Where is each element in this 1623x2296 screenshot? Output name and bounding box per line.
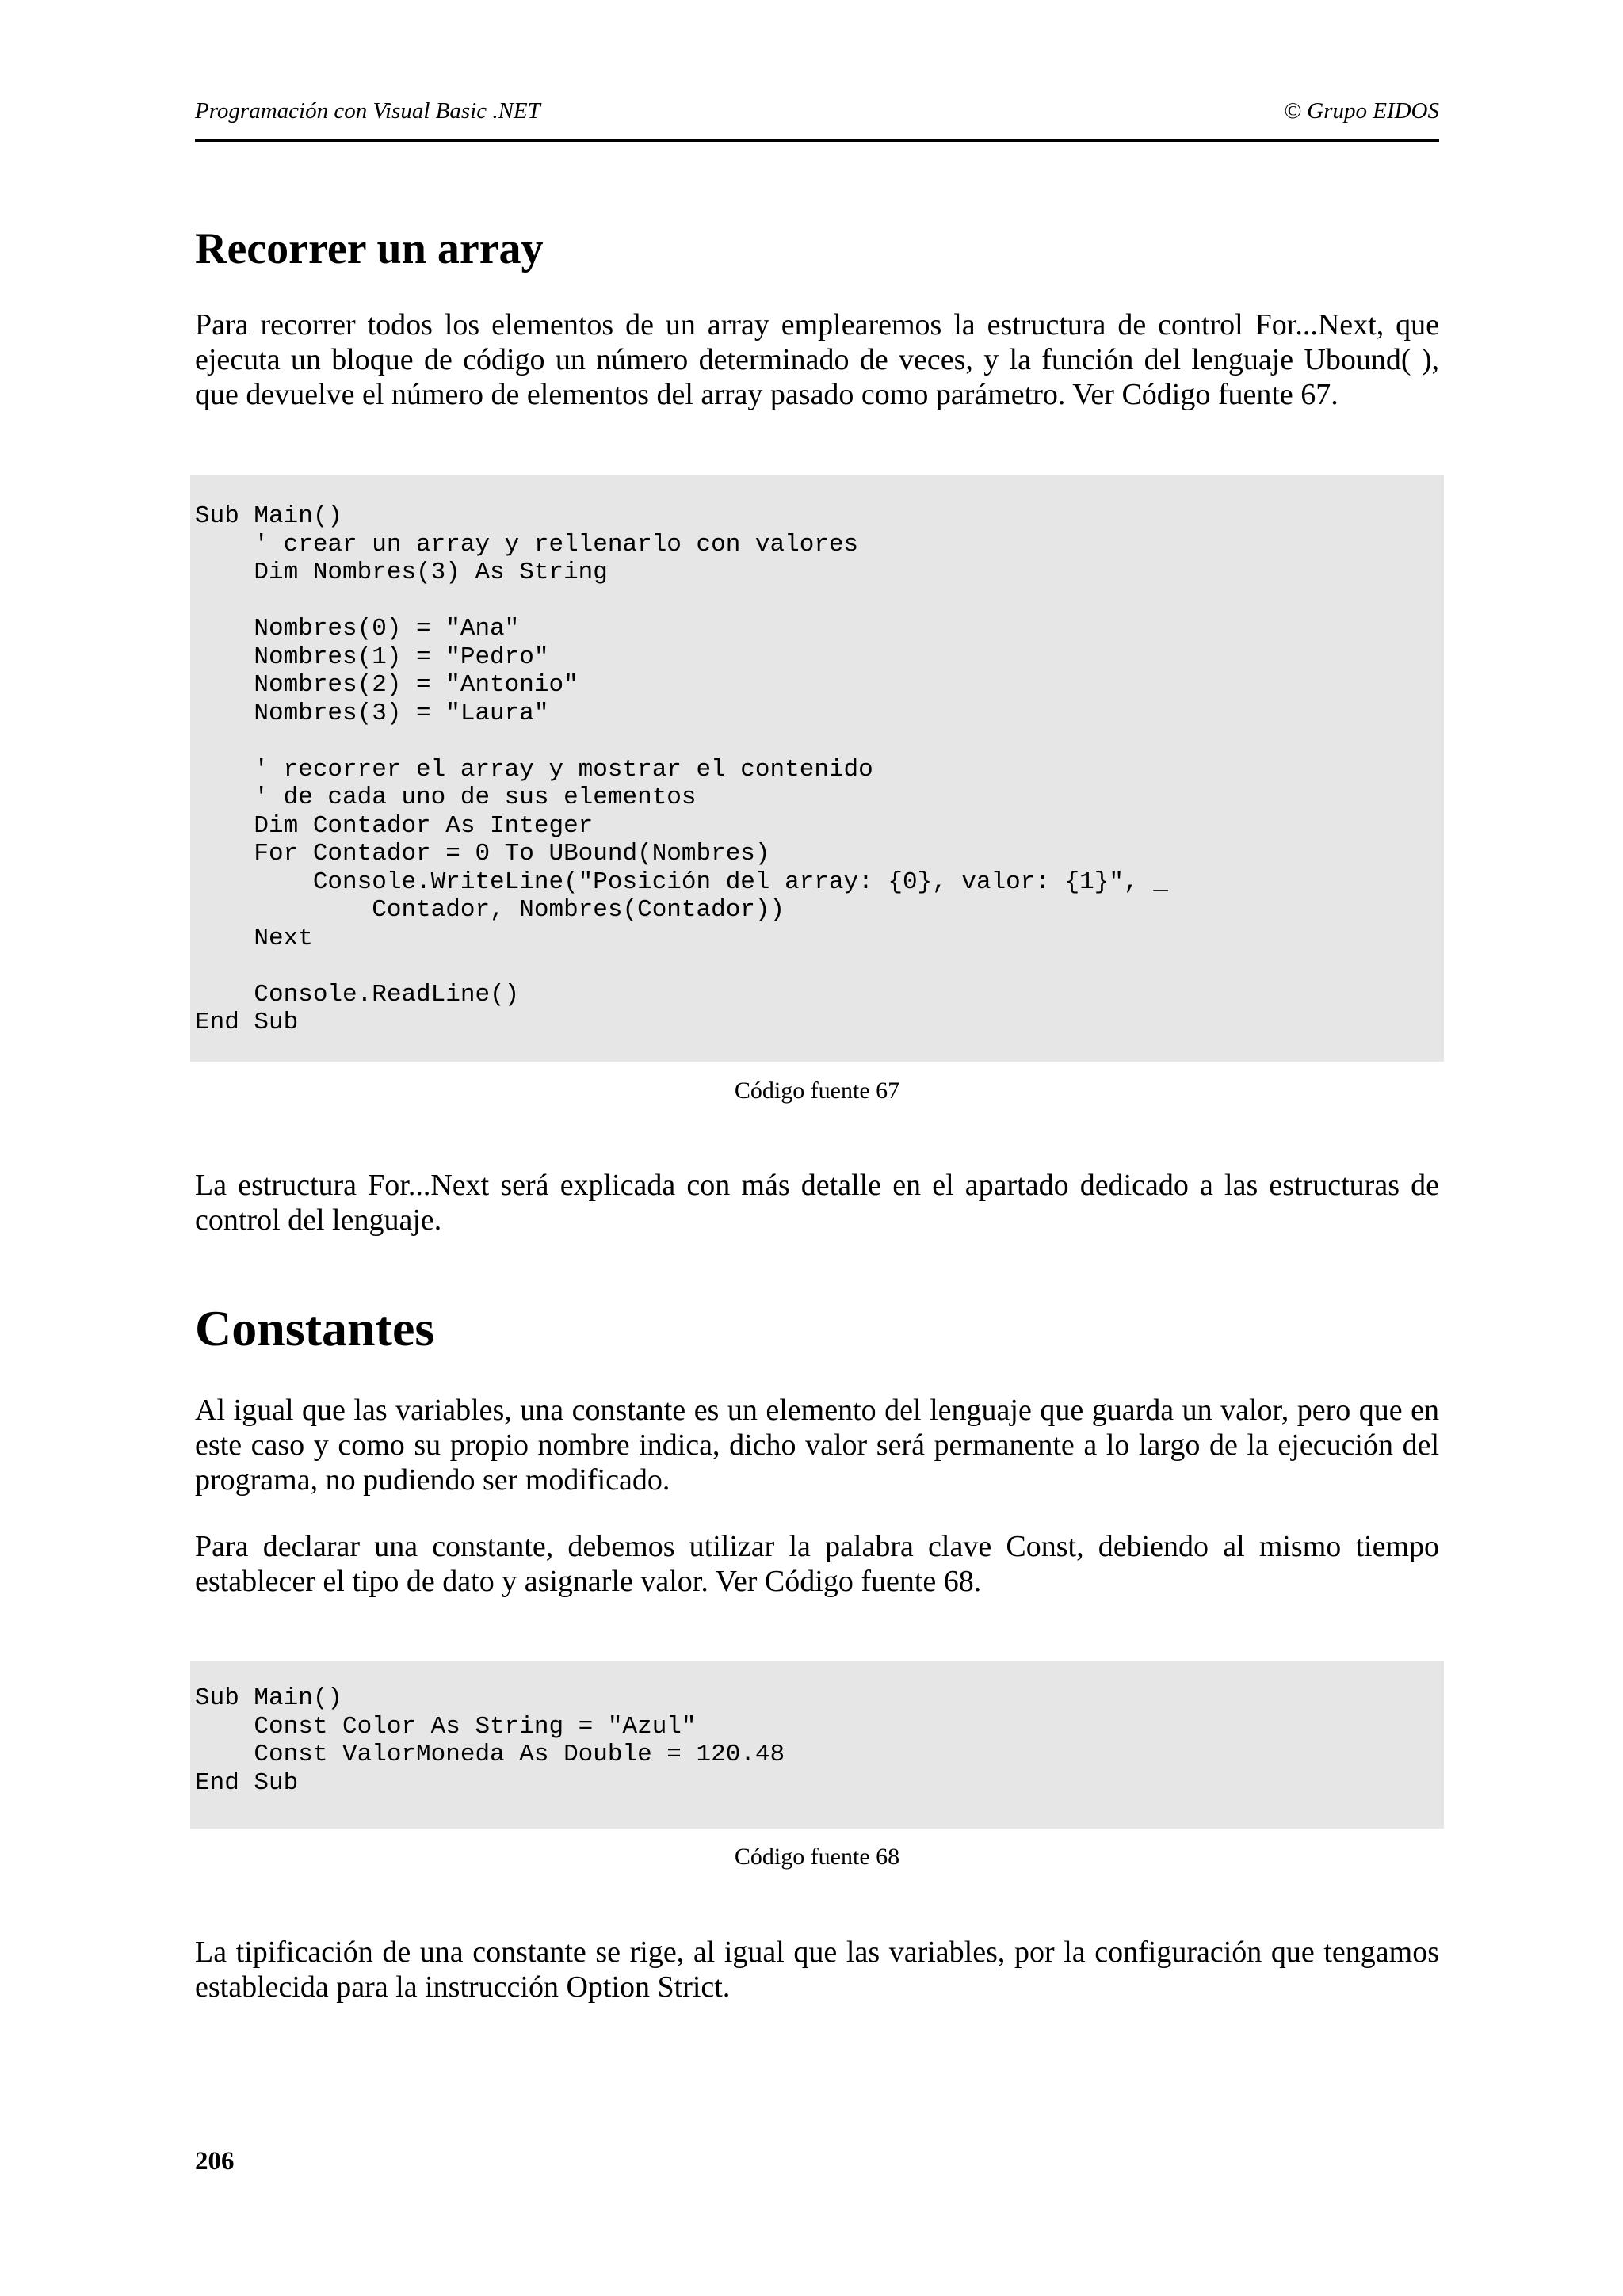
code-caption-67: Código fuente 67 <box>734 1077 900 1104</box>
intro-paragraph: Para recorrer todos los elementos de un array emplearemos la estructura de control For...Next, que ejecuta un bloque de código un número determinado de veces, y la función del lenguaje Ubound( ), que devuelve el número de elementos del array pasado como parámetro. Ver Código fuente 67. <box>195 308 1439 411</box>
page-number: 206 <box>195 2147 235 2176</box>
constantes-paragraph-2: Para declarar una constante, debemos utilizar la palabra clave Const, debiendo al mismo tiempo establecer el tipo de dato y asignarle valor. Ver Código fuente 68. <box>195 1530 1439 1598</box>
constantes-paragraph-1: Al igual que las variables, una constante es un elemento del lenguaje que guarda un valor, pero que en este caso y como su propio nombre indica, dicho valor será permanente a lo largo de la ejecución del programa, no pudiendo ser modificado. <box>195 1394 1439 1497</box>
publisher: © Grupo EIDOS <box>1283 98 1439 124</box>
book-title: Programación con Visual Basic .NET <box>195 98 540 124</box>
section-heading-constantes: Constantes <box>195 1300 435 1356</box>
code-text: Sub Main() Const Color As String = "Azul" Const ValorMoneda As Double = 120.48 End Sub <box>195 1684 785 1797</box>
tipificacion-paragraph: La tipificación de una constante se rige, al igual que las variables, por la configuración que tengamos establecida para la instrucción Option Strict. <box>195 1936 1439 2004</box>
code-listing-68 <box>190 1661 1444 1829</box>
running-header <box>195 95 1439 142</box>
code-text: Sub Main() ' crear un array y rellenarlo con valores Dim Nombres(3) As String Nombres(0) = "Ana" Nombres(1) = "Pedro" Nombres(2) = "Antonio" Nombres(3) = "Laura" ' recorrer el array y mostrar el contenido ' de cada uno de sus elementos Dim Contador As Integer For Contador = 0 To UBound(Nombres) Console.WriteLine("Posición del array: {0}, valor: {1}", _ Contador, Nombres(Contador)) Next Console.ReadLine() End Sub <box>195 502 1168 1036</box>
code-caption-68: Código fuente 68 <box>734 1844 900 1870</box>
section-heading-recorrer: Recorrer un array <box>195 224 544 273</box>
code-listing-67 <box>190 475 1444 1062</box>
for-next-paragraph: La estructura For...Next será explicada con más detalle en el apartado dedicado a las estructuras de control del lenguaje. <box>195 1169 1439 1237</box>
